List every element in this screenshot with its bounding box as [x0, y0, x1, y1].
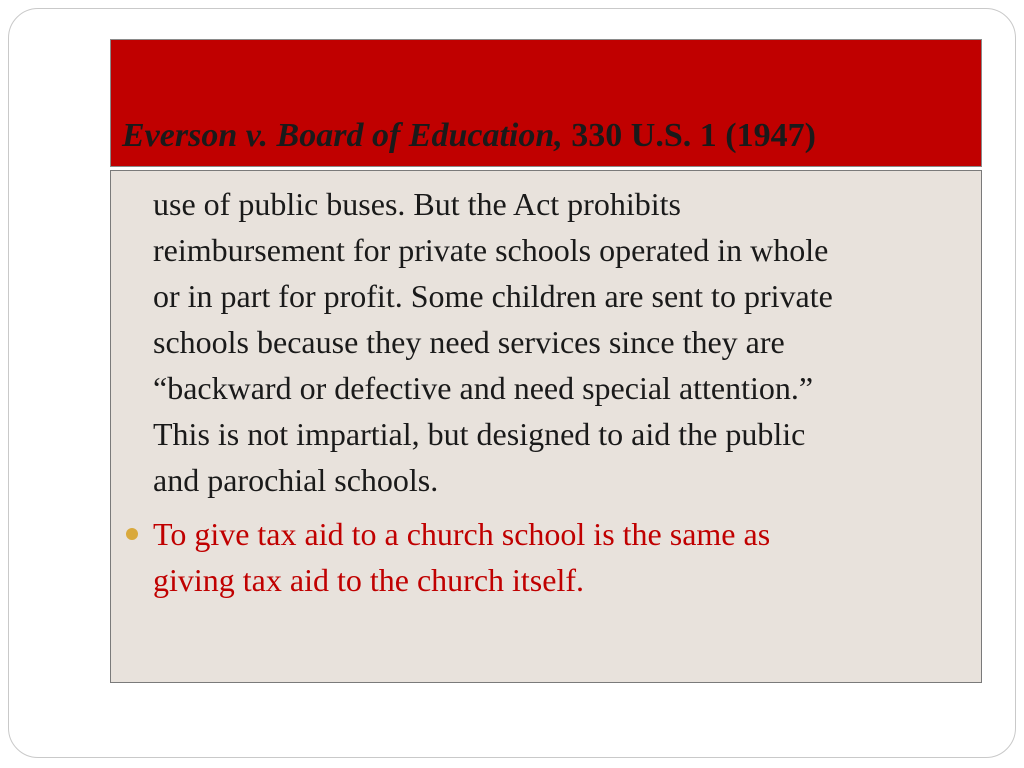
bullet-line: To give tax aid to a church school is the same as [153, 516, 771, 552]
bullet-line: giving tax aid to the church itself. [153, 562, 584, 598]
bullet-icon [126, 528, 138, 540]
case-citation: 330 U.S. 1 (1947) [562, 117, 816, 154]
content-box [110, 170, 982, 683]
paragraph-line: reimbursement for private schools operated in whole [153, 232, 829, 268]
case-name: Everson v. Board of Education, [122, 117, 563, 154]
paragraph-line: or in part for profit. Some children are sent to private [153, 278, 833, 314]
paragraph-line: schools because they need services since they are [153, 324, 785, 360]
paragraph-line: and parochial schools. [153, 462, 439, 498]
title-bar [110, 39, 982, 167]
paragraph-line: This is not impartial, but designed to aid the public [153, 416, 806, 452]
slide-frame [8, 8, 1016, 758]
paragraph-line: “backward or defective and need special attention.” [153, 370, 814, 406]
paragraph-line: use of public buses. But the Act prohibits [153, 186, 681, 222]
continued-paragraph [153, 181, 973, 503]
slide-title [122, 116, 816, 156]
bullet-point [153, 511, 973, 603]
